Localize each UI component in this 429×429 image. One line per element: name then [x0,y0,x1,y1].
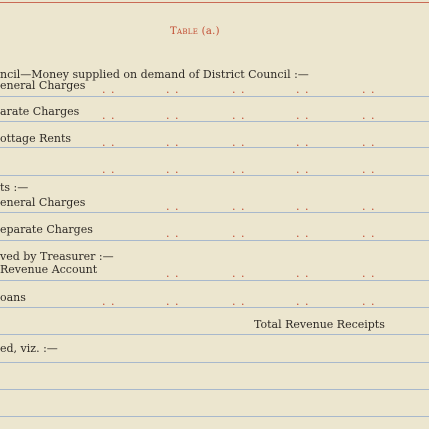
rule-line [0,362,429,363]
leader-dots: . . [296,109,310,122]
leader-dots: . . [232,163,246,176]
leader-dots: . . [166,295,180,308]
leader-dots: . . [166,136,180,149]
leader-dots: . . [166,83,180,96]
leader-dots: . . [232,136,246,149]
leader-dots: . . [232,227,246,240]
table-title [170,26,220,38]
leader-dots: . . [102,163,116,176]
leader-dots: . . [166,200,180,213]
row-text: ved by Treasurer :— [0,250,114,263]
table-title-suffix: (a.) [201,26,220,37]
leader-dots: . . [232,267,246,280]
leader-dots: . . [232,83,246,96]
rule-line [0,240,429,241]
rule-line [0,96,429,97]
row-text: eneral Charges [0,196,86,209]
leader-dots: . . [296,227,310,240]
leader-dots: . . [296,136,310,149]
leader-dots: . . [296,267,310,280]
leader-dots: . . [296,83,310,96]
leader-dots: . . [362,295,376,308]
rule-line [0,416,429,417]
top-rule [0,2,429,3]
row-text: arate Charges [0,105,80,118]
rule-line [0,280,429,281]
row-text: eneral Charges [0,79,86,92]
leader-dots: . . [362,267,376,280]
leader-dots: . . [296,200,310,213]
leader-dots: . . [296,295,310,308]
leader-dots: . . [102,83,116,96]
leader-dots: . . [166,267,180,280]
row-text: ncil—Money supplied on demand of District Council :— [0,68,309,81]
leader-dots: . . [362,83,376,96]
leader-dots: . . [102,295,116,308]
leader-dots: . . [102,109,116,122]
table-title-prefix: Table [170,26,199,37]
leader-dots: . . [232,109,246,122]
row-text: ed, viz. :— [0,342,58,355]
leader-dots: . . [362,163,376,176]
leader-dots: . . [166,163,180,176]
row-text: oans [0,291,26,304]
leader-dots: . . [362,227,376,240]
leader-dots: . . [362,200,376,213]
rule-line [0,389,429,390]
leader-dots: . . [102,136,116,149]
leader-dots: . . [166,227,180,240]
leader-dots: . . [232,200,246,213]
rule-line [0,334,429,335]
row-text: ottage Rents [0,132,72,145]
row-text: ts :— [0,181,29,194]
row-text: eparate Charges [0,223,93,236]
leader-dots: . . [166,109,180,122]
row-text: Revenue Account [0,263,98,276]
leader-dots: . . [232,295,246,308]
total-label: Total Revenue Receipts [254,318,385,331]
leader-dots: . . [362,136,376,149]
leader-dots: . . [362,109,376,122]
leader-dots: . . [296,163,310,176]
